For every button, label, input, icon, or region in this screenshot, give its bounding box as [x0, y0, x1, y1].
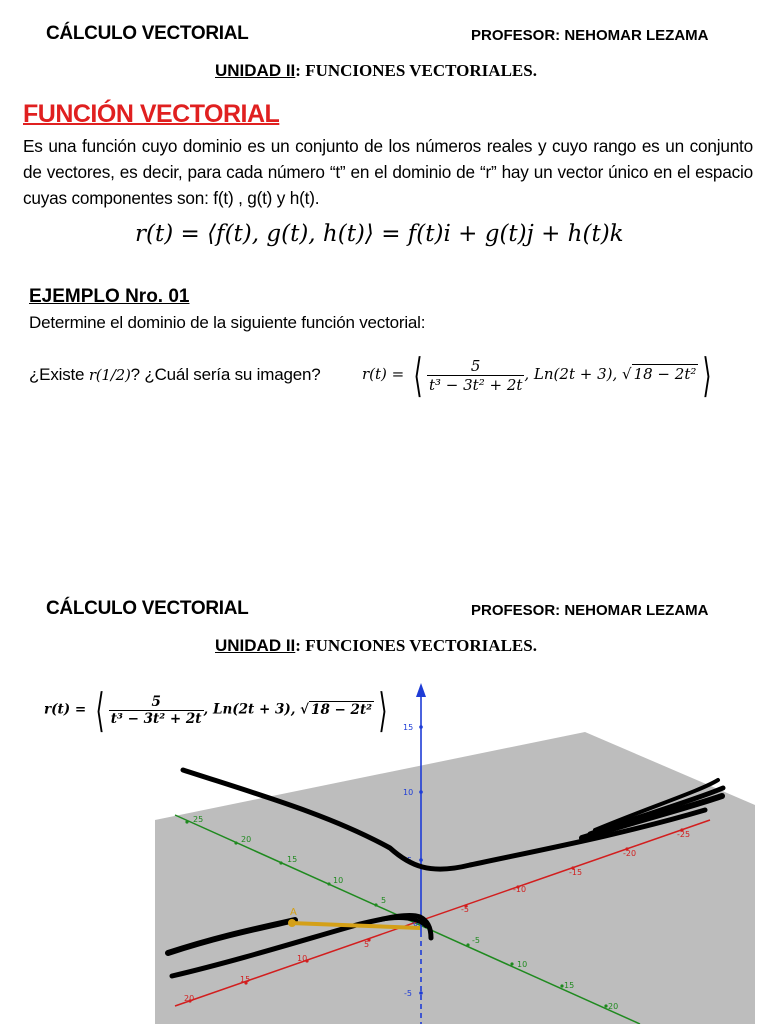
- question-part-b: ? ¿Cuál sería su imagen?: [130, 365, 321, 384]
- right-angle-bracket: ⟩: [702, 348, 712, 402]
- red-tick-label: -15: [569, 868, 583, 877]
- vector-function-formula: r(t) = ⟨f(t), g(t), h(t)⟩ = f(t)i + g(t)j + h(t)k: [135, 221, 624, 247]
- z-tick: [419, 991, 423, 995]
- origin-label: 0: [413, 919, 419, 928]
- z-tick-label: 5: [407, 856, 413, 865]
- right-angle-bracket-2: ⟩: [378, 683, 388, 737]
- green-tick-label: -5: [472, 936, 480, 945]
- red-tick-label: -25: [677, 830, 691, 839]
- red-tick-label: 15: [240, 975, 251, 984]
- green-tick-label: 20: [241, 835, 252, 844]
- fraction-numerator: 5: [470, 356, 481, 375]
- green-tick-label: 15: [564, 981, 575, 990]
- question-part-a: ¿Existe: [29, 365, 89, 384]
- sqrt-sign: √: [622, 365, 632, 383]
- z-tick-label: 10: [403, 788, 414, 797]
- fraction-denominator: t³ − 3t² + 2t: [428, 375, 523, 394]
- red-tick-label: 10: [297, 954, 308, 963]
- green-tick: [510, 962, 513, 965]
- z-tick: [419, 725, 423, 729]
- green-tick-label: 10: [517, 960, 528, 969]
- second-component: , Ln(2t + 3),: [524, 365, 623, 383]
- red-tick-label: -20: [623, 849, 637, 858]
- green-tick: [327, 882, 330, 885]
- definition-paragraph: Es una función cuyo dominio es un conjunto de los números reales y cuyo rango es un conjunto de vectores, es decir, para cada número “t” en el dominio de “r” hay un vector único en el espacio cuyas componentes son: f(t) , g(t) y h(t).: [23, 136, 753, 208]
- fraction-numerator-2: 5: [151, 693, 161, 710]
- z-tick: [419, 790, 423, 794]
- left-angle-bracket-2: ⟨: [95, 683, 105, 737]
- question-point: r(1/2): [88, 366, 131, 384]
- z-tick-label: -5: [404, 989, 412, 998]
- green-tick: [185, 820, 188, 823]
- green-tick-label: 15: [287, 855, 298, 864]
- professor-name-2: PROFESOR: NEHOMAR LEZAMA: [471, 602, 709, 619]
- sqrt-sign-2: √: [300, 701, 310, 718]
- green-tick-label: 25: [193, 815, 204, 824]
- green-tick-label: 5: [381, 896, 387, 905]
- z-tick-label: 15: [403, 723, 414, 732]
- green-tick: [466, 943, 469, 946]
- green-tick-label: 20: [608, 1002, 619, 1011]
- sqrt-argument-2: 18 − 2t²: [311, 701, 373, 718]
- second-component-2: , Ln(2t + 3),: [203, 701, 301, 718]
- function-lhs-2: r(t) =: [44, 701, 87, 718]
- example-prompt: Determine el dominio de la siguiente función vectorial:: [29, 313, 426, 332]
- function-expression: [362, 348, 716, 402]
- red-tick-label: -5: [461, 905, 469, 914]
- sqrt-argument: 18 − 2t²: [633, 365, 697, 383]
- red-tick-label: 5: [364, 940, 370, 949]
- green-tick: [374, 903, 377, 906]
- unit-label-2: UNIDAD II: [215, 636, 296, 655]
- green-tick: [234, 841, 237, 844]
- course-title-2: CÁLCULO VECTORIAL: [46, 598, 249, 619]
- unit-title: : FUNCIONES VECTORIALES.: [295, 61, 537, 80]
- function-lhs: r(t) =: [362, 365, 405, 383]
- 3d-graph: [0, 670, 768, 1024]
- professor-name: PROFESOR: NEHOMAR LEZAMA: [471, 27, 709, 44]
- course-title: CÁLCULO VECTORIAL: [46, 23, 249, 44]
- z-axis-arrow-icon: [416, 683, 426, 697]
- red-tick-label: -10: [513, 885, 527, 894]
- green-tick: [279, 861, 282, 864]
- point-a-label: A: [290, 907, 297, 918]
- section-title: FUNCIÓN VECTORIAL: [23, 100, 280, 128]
- green-tick-label: 10: [333, 876, 344, 885]
- unit-heading-2: [215, 636, 537, 656]
- unit-heading: [215, 61, 537, 81]
- unit-title-2: : FUNCIONES VECTORIALES.: [295, 636, 537, 655]
- example-title: EJEMPLO Nro. 01: [29, 286, 190, 307]
- fraction-denominator-2: t³ − 3t² + 2t: [110, 710, 202, 727]
- z-tick: [419, 858, 423, 862]
- example-question: [29, 365, 321, 385]
- unit-label: UNIDAD II: [215, 61, 296, 80]
- fraction: [427, 357, 524, 394]
- left-angle-bracket: ⟨: [413, 348, 423, 402]
- point-a: [288, 919, 296, 927]
- red-tick-label: 20: [184, 994, 195, 1003]
